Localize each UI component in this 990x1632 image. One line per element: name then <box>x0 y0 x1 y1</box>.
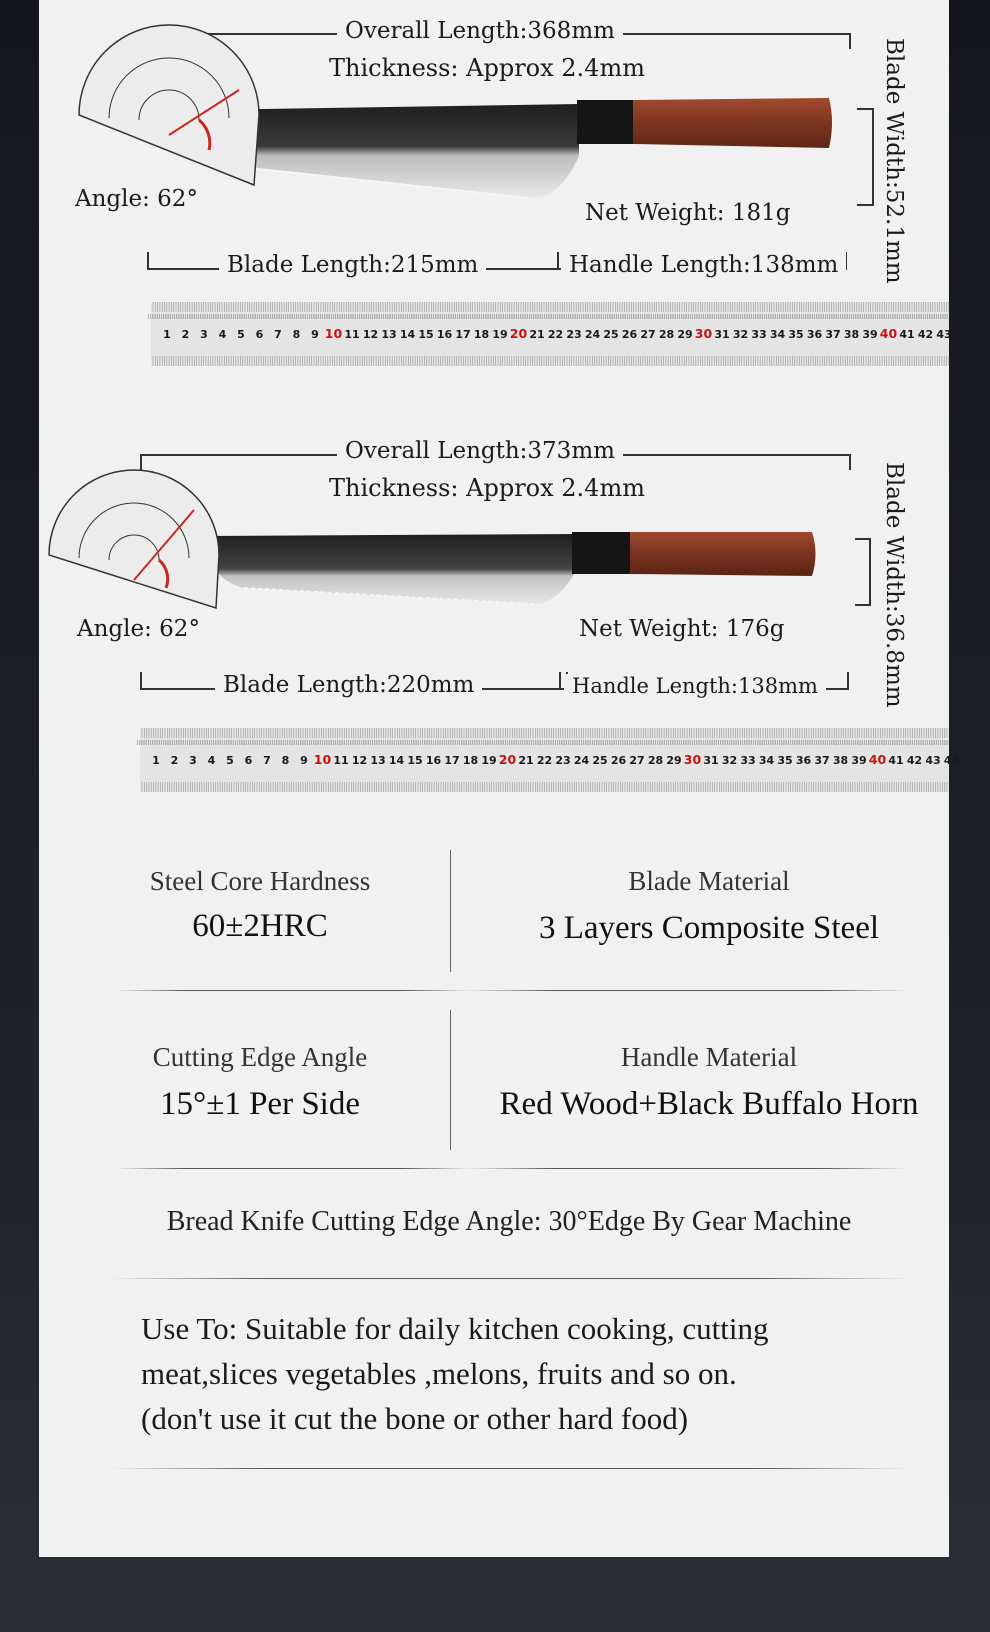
separator <box>109 1468 909 1469</box>
ruler-number: 39 <box>851 754 867 767</box>
ruler-number: 30 <box>694 326 713 341</box>
ruler-number: 36 <box>795 754 812 767</box>
bolster-shape <box>577 100 633 144</box>
chef-knife-image <box>59 40 859 210</box>
net-weight-label: Net Weight: 181g <box>585 200 791 226</box>
ruler-number: 6 <box>244 754 253 767</box>
edge-angle-title: Cutting Edge Angle <box>152 1042 368 1072</box>
blade-width-label: Blade Width:36.8mm <box>881 462 907 708</box>
ruler-number: 33 <box>740 754 756 767</box>
ruler-number: 24 <box>584 328 601 341</box>
ruler-number: 20 <box>509 326 528 341</box>
ruler-number: 27 <box>629 754 645 767</box>
ruler-number: 21 <box>529 328 545 341</box>
ruler-number: 4 <box>218 328 227 341</box>
overall-length-label: Overall Length:373mm <box>337 438 623 464</box>
bracket-tick <box>559 672 561 690</box>
ruler-number: 14 <box>388 754 405 767</box>
ruler-number: 42 <box>917 328 934 341</box>
angle-label: Angle: 62° <box>75 186 198 212</box>
overall-length-label: Overall Length:368mm <box>337 18 623 44</box>
ruler-number: 2 <box>181 328 190 341</box>
ruler-number: 20 <box>498 752 517 767</box>
bracket-tick <box>140 454 142 470</box>
bread-knife-note: Bread Knife Cutting Edge Angle: 30°Edge By Gear Machine <box>166 1206 852 1237</box>
ruler-number: 7 <box>263 754 271 767</box>
ruler-number: 5 <box>226 754 234 767</box>
bracket-tick <box>847 672 849 690</box>
handle-shape <box>633 98 832 148</box>
hardness-title: Steel Core Hardness <box>149 866 371 896</box>
blade-width-label: Blade Width:52.1mm <box>881 38 907 284</box>
bracket-tick <box>557 252 559 270</box>
ruler-number: 22 <box>547 328 564 341</box>
ruler-number: 17 <box>455 328 471 341</box>
ruler-scale <box>151 302 952 366</box>
ruler-number: 23 <box>566 328 582 341</box>
handle-material-value: Red Wood+Black Buffalo Horn <box>499 1086 919 1122</box>
separator <box>115 1168 471 1169</box>
usage-line-3: (don't use it cut the bone or other hard food) <box>141 1401 689 1436</box>
ruler-number: 38 <box>843 328 860 341</box>
ruler-number: 7 <box>274 328 282 341</box>
bracket-tick <box>849 454 851 470</box>
net-weight-label: Net Weight: 176g <box>579 616 785 642</box>
protractor-icon <box>79 25 259 185</box>
separator <box>467 990 907 991</box>
ruler-number: 31 <box>703 754 719 767</box>
bracket-tick <box>855 538 871 540</box>
ruler-number: 40 <box>879 326 898 341</box>
ruler-number: 25 <box>603 328 619 341</box>
ruler-number: 29 <box>677 328 693 341</box>
ruler-number: 11 <box>344 328 360 341</box>
ruler-number: 28 <box>647 754 664 767</box>
usage-line-1: Use To: Suitable for daily kitchen cooking, cutting <box>141 1311 769 1346</box>
bread-knife-image <box>44 480 854 620</box>
ruler-number: 8 <box>281 754 290 767</box>
ruler-number: 36 <box>806 328 823 341</box>
bracket-tick <box>857 204 873 206</box>
ruler-number: 44 <box>943 754 960 767</box>
ruler-number: 14 <box>399 328 416 341</box>
ruler-number: 31 <box>714 328 730 341</box>
ruler-number: 19 <box>481 754 497 767</box>
ruler-number: 5 <box>237 328 245 341</box>
ruler-number: 29 <box>666 754 682 767</box>
ruler-number: 38 <box>832 754 849 767</box>
handle-shape <box>630 532 816 576</box>
ruler-number: 15 <box>407 754 423 767</box>
ruler-number: 26 <box>610 754 627 767</box>
ruler-number: 12 <box>351 754 368 767</box>
separator <box>115 990 471 991</box>
separator <box>467 1168 907 1169</box>
ruler-number: 1 <box>163 328 171 341</box>
protractor-icon <box>49 470 219 608</box>
ruler-number: 39 <box>862 328 878 341</box>
product-spec-panel <box>39 0 960 1557</box>
ruler-number: 3 <box>189 754 197 767</box>
ruler-number: 32 <box>732 328 749 341</box>
ruler-number: 17 <box>444 754 460 767</box>
ruler-number: 13 <box>370 754 386 767</box>
ruler-number: 10 <box>324 326 343 341</box>
ruler-number: 8 <box>292 328 301 341</box>
ruler-number: 41 <box>888 754 904 767</box>
thickness-label: Thickness: Approx 2.4mm <box>329 474 645 502</box>
bracket-tick <box>855 604 871 606</box>
ruler-number: 34 <box>758 754 775 767</box>
ruler-number: 18 <box>473 328 490 341</box>
ruler-number: 11 <box>333 754 349 767</box>
ruler-number: 27 <box>640 328 656 341</box>
ruler-number: 19 <box>492 328 508 341</box>
handle-material-title: Handle Material <box>620 1042 798 1072</box>
ruler-number: 32 <box>721 754 738 767</box>
angle-label: Angle: 62° <box>77 616 200 642</box>
ruler-scale <box>140 728 960 792</box>
bracket-tick <box>140 672 142 690</box>
ruler-number: 37 <box>814 754 830 767</box>
ruler-number: 9 <box>311 328 319 341</box>
ruler-number: 24 <box>573 754 590 767</box>
blade-material-value: 3 Layers Composite Steel <box>538 910 880 946</box>
blade-shape <box>204 534 574 604</box>
ruler-number: 16 <box>436 328 453 341</box>
separator <box>109 1278 909 1279</box>
ruler-number: 16 <box>425 754 442 767</box>
divider <box>450 850 451 972</box>
ruler-number: 4 <box>207 754 216 767</box>
edge-angle-value: 15°±1 Per Side <box>160 1086 360 1122</box>
ruler-number: 41 <box>899 328 915 341</box>
ruler-number: 3 <box>200 328 208 341</box>
blade-material-title: Blade Material <box>628 866 790 896</box>
ruler-number: 15 <box>418 328 434 341</box>
measuring-ruler <box>140 728 960 792</box>
ruler-number: 40 <box>868 752 887 767</box>
divider <box>450 1010 451 1150</box>
ruler-number: 22 <box>536 754 553 767</box>
measuring-ruler <box>151 302 952 366</box>
bracket-tick <box>147 252 149 270</box>
bolster-shape <box>572 532 630 574</box>
ruler-number: 42 <box>906 754 923 767</box>
ruler-number: 10 <box>313 752 332 767</box>
ruler-number: 28 <box>658 328 675 341</box>
ruler-number: 35 <box>777 754 793 767</box>
blade-length-label: Blade Length:215mm <box>219 252 486 278</box>
thickness-label: Thickness: Approx 2.4mm <box>329 54 645 82</box>
ruler-number: 25 <box>592 754 608 767</box>
ruler-number: 35 <box>788 328 804 341</box>
ruler-number: 12 <box>362 328 379 341</box>
bracket-tick <box>857 108 873 110</box>
blade-width-line <box>869 538 871 606</box>
ruler-number: 26 <box>621 328 638 341</box>
usage-line-2: meat,slices vegetables ,melons, fruits and so on. <box>141 1356 737 1391</box>
ruler-number: 21 <box>518 754 534 767</box>
ruler-number: 1 <box>152 754 160 767</box>
ruler-number: 2 <box>170 754 179 767</box>
ruler-number: 33 <box>751 328 767 341</box>
handle-length-label: Handle Length:138mm <box>564 674 826 698</box>
ruler-number: 9 <box>300 754 308 767</box>
ruler-number: 6 <box>255 328 264 341</box>
ruler-number: 30 <box>683 752 702 767</box>
ruler-number: 43 <box>936 328 952 341</box>
ruler-number: 18 <box>462 754 479 767</box>
hardness-value: 60±2HRC <box>192 908 328 944</box>
ruler-number: 43 <box>925 754 941 767</box>
ruler-number: 13 <box>381 328 397 341</box>
handle-length-label: Handle Length:138mm <box>561 252 846 278</box>
ruler-number: 37 <box>825 328 841 341</box>
blade-width-line <box>872 108 874 206</box>
ruler-number: 34 <box>769 328 786 341</box>
blade-length-label: Blade Length:220mm <box>215 672 482 698</box>
ruler-number: 23 <box>555 754 571 767</box>
usage-text <box>141 1306 768 1441</box>
